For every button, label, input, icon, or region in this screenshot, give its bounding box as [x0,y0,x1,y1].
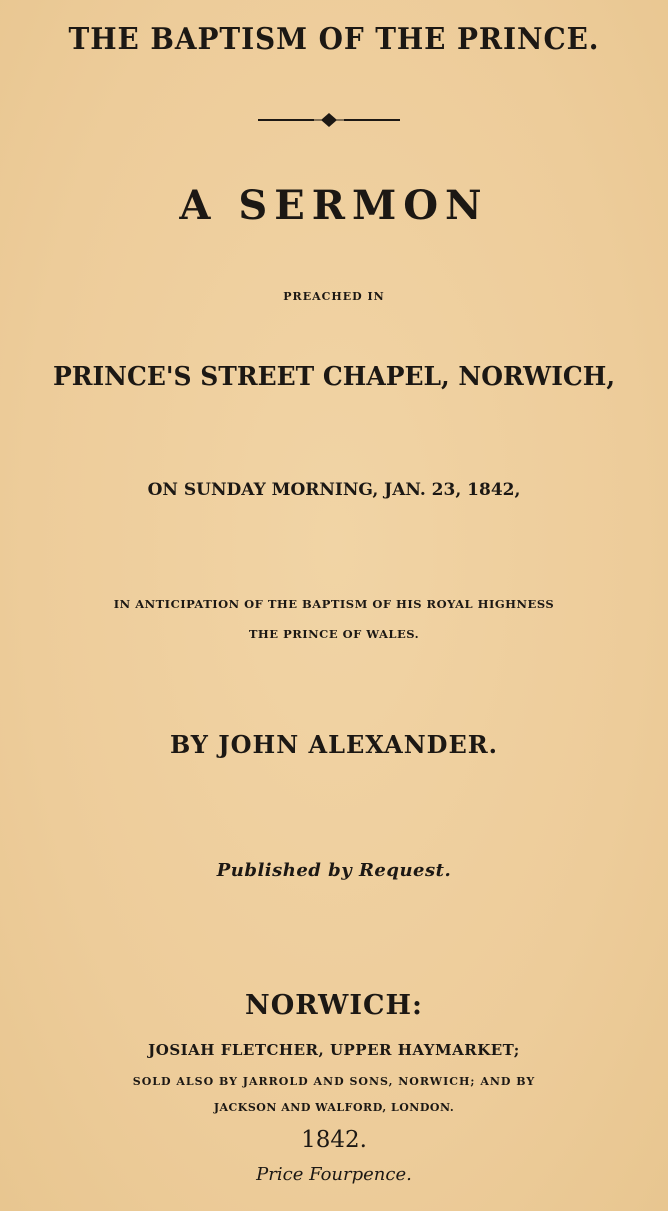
sermon-heading: A SERMON [179,182,489,229]
imprint-price: Price Fourpence. [256,1164,412,1185]
imprint-sellers-line-2: JACKSON AND WALFORD, LONDON. [213,1101,455,1114]
chapel-name: PRINCE'S STREET CHAPEL, NORWICH, [52,362,616,392]
publication-note: Published by Request. [216,860,452,881]
author-line: BY JOHN ALEXANDER. [169,730,499,759]
imprint-printer: JOSIAH FLETCHER, UPPER HAYMARKET; [148,1041,520,1059]
diamond-rule-ornament-icon [258,112,400,128]
occasion-line-1: IN ANTICIPATION OF THE BAPTISM OF HIS ROYAL HIGHNESS [113,597,555,611]
sermon-date: ON SUNDAY MORNING, JAN. 23, 1842, [147,480,521,500]
occasion-line-2: THE PRINCE OF WALES. [248,627,420,641]
imprint-sellers-line-1: SOLD ALSO BY JARROLD AND SONS, NORWICH; AND BY [132,1075,536,1088]
preached-in-label: PREACHED IN [283,290,385,303]
imprint-year: 1842. [301,1127,367,1153]
book-title: THE BAPTISM OF THE PRINCE. [68,22,600,57]
imprint-place: NORWICH: [245,990,423,1021]
